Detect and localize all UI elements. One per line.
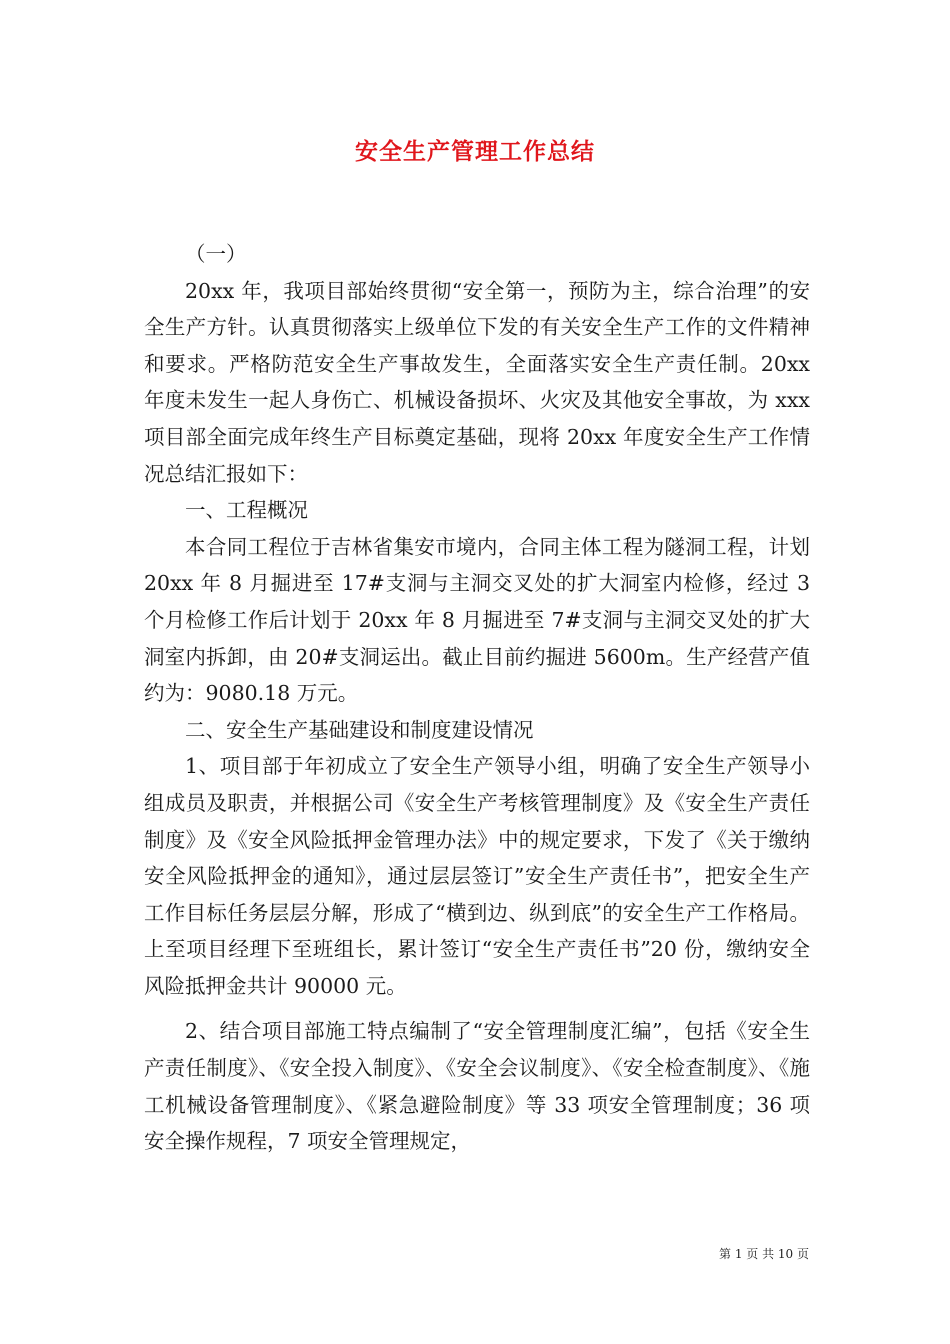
paragraph-item-1: 1、项目部于年初成立了安全生产领导小组，明确了安全生产领导小组成员及职责，并根据公司《安全生产考核管理制度》及《安全生产责任制度》及《安全风险抵押金管理办法》中的规定要求，下发了《关于缴纳安全风险抵押金的通知》，通过层层签订”安全生产责任书”，把安全生产工作目标任务层层分解，形成了“横到边、纵到底”的安全生产工作格局。上至项目经理下至班组长，累计签订“安全生产责任书”20 份，缴纳安全风险抵押金共计 90000 元。 [144,754,810,998]
paragraph-intro: 20xx 年，我项目部始终贯彻“安全第一，预防为主，综合治理”的安全生产方针。认真贯彻落实上级单位下发的有关安全生产工作的文件精神和要求。严格防范安全生产事故发生，全面落实安全生产责任制。20xx 年度未发生一起人身伤亡、机械设备损坏、火灾及其他安全事故，为 xxx 项目部全面完成年终生产目标奠定基础，现将 20xx 年度安全生产工作情况总结汇报如下： [144,278,810,486]
document-body [144,236,810,1160]
paragraph-section-marker: （一） [185,242,247,266]
paragraph-item-2: 2、结合项目部施工特点编制了“安全管理制度汇编”，包括《安全生产责任制度》、《安全投入制度》、《安全会议制度》、《安全检查制度》、《施工机械设备管理制度》、《紧急避险制度》等 33 项安全管理制度；36 项安全操作规程，7 项安全管理规定， [144,1019,810,1154]
document-title: 安全生产管理工作总结 [355,139,595,165]
heading-safety-foundation: 二、安全生产基础建设和制度建设情况 [185,717,534,742]
heading-project-overview: 一、工程概况 [185,498,308,523]
paragraph-project-overview: 本合同工程位于吉林省集安市境内，合同主体工程为隧洞工程，计划 20xx 年 8 月掘进至 17#支洞与主洞交叉处的扩大洞室内检修，经过 3 个月检修工作后计划于 20xx 年 8 月掘进至 7#支洞与主洞交叉处的扩大洞室内拆卸，由 20#支洞运出。截止目前约掘进 5600m。生产经营产值约为：9080.18 万元。 [144,534,810,706]
page-number: 第 1 页 共 10 页 [719,1247,809,1261]
